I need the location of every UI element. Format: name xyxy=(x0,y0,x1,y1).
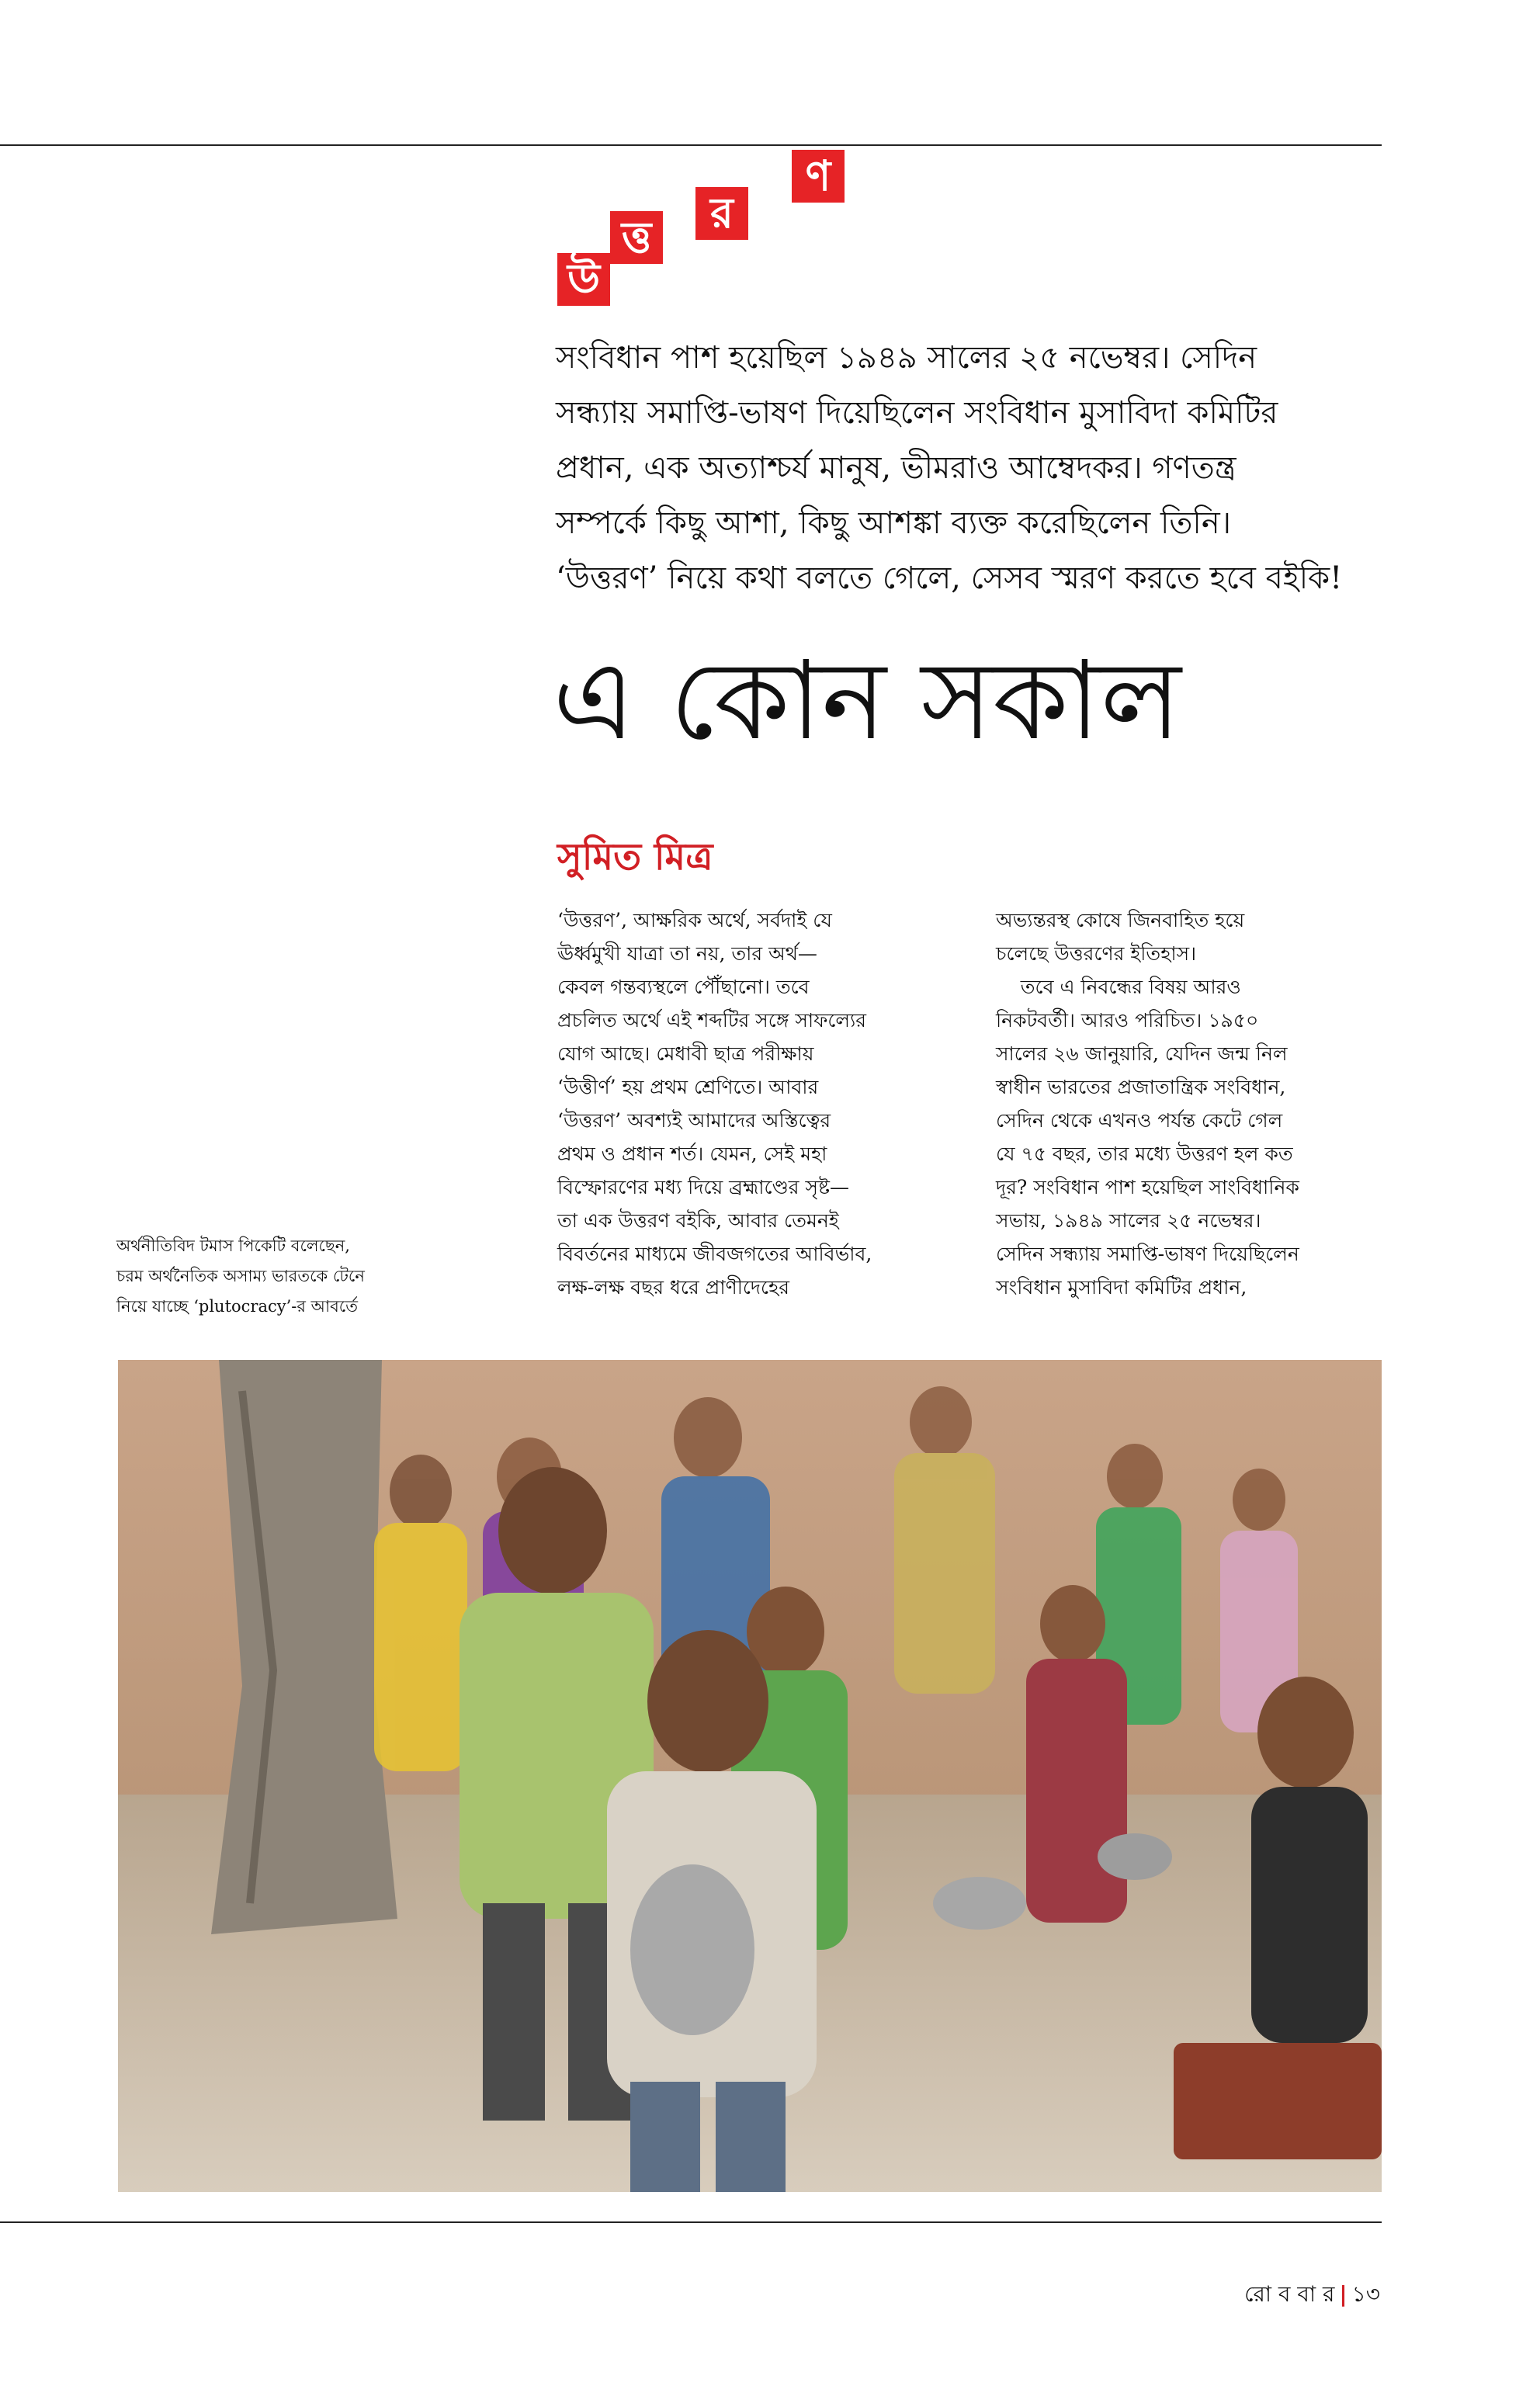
body-column-1 xyxy=(557,903,992,1304)
body-line: তবে এ নিবন্ধের বিষয় আরও xyxy=(996,976,1241,998)
body-line: কেবল গন্তব্যস্থলে পৌঁছানো। তবে xyxy=(557,976,810,998)
body-line: যে ৭৫ বছর, তার মধ্যে উত্তরণ হল কত xyxy=(996,1143,1293,1165)
photo-caption xyxy=(116,1231,458,1322)
body-column-2 xyxy=(996,903,1431,1304)
body-line: ‘উত্তরণ’, আক্ষরিক অর্থে, সর্বদাই যে xyxy=(557,909,832,931)
body-line: অভ্যন্তরস্থ কোষে জিনবাহিত হয়ে xyxy=(996,909,1245,931)
body-line: তা এক উত্তরণ বইকি, আবার তেমনই xyxy=(557,1209,839,1232)
body-line: চলেছে উত্তরণের ইতিহাস। xyxy=(996,942,1197,965)
body-line: লক্ষ-লক্ষ বছর ধরে প্রাণীদেহের xyxy=(557,1276,789,1299)
author-byline: সুমিত মিত্র xyxy=(557,835,713,879)
intro-line: ‘উত্তরণ’ নিয়ে কথা বলতে গেলে, সেসব স্মরণ করতে হবে বইকি! xyxy=(556,560,1343,596)
body-line: যোগ আছে। মেধাবী ছাত্র পরীক্ষায় xyxy=(557,1042,814,1065)
section-letter-tto: ত্ত xyxy=(610,211,663,264)
intro-line: সন্ধ্যায় সমাপ্তি-ভাষণ দিয়েছিলেন সংবিধান মুসাবিদা কমিটির xyxy=(556,395,1278,431)
body-line: বিবর্তনের মাধ্যমে জীবজগতের আবির্ভাব, xyxy=(557,1243,872,1265)
caption-line: চরম অর্থনৈতিক অসাম্য ভারতকে টেনে xyxy=(116,1267,365,1285)
bottom-rule xyxy=(0,2221,1382,2223)
section-letter-ro: র xyxy=(695,187,748,240)
article-headline: এ কোন সকাল xyxy=(553,638,1181,765)
intro-line: সংবিধান পাশ হয়েছিল ১৯৪৯ সালের ২৫ নভেম্বর। সেদিন xyxy=(556,340,1257,376)
body-line: বিস্ফোরণের মধ্য দিয়ে ব্রহ্মাণ্ডের সৃষ্ট— xyxy=(557,1176,849,1198)
body-line: সভায়, ১৯৪৯ সালের ২৫ নভেম্বর। xyxy=(996,1209,1261,1232)
footer-separator: | xyxy=(1339,2281,1348,2307)
intro-line: প্রধান, এক অত্যাশ্চর্য মানুষ, ভীমরাও আম্বেদকর। গণতন্ত্র xyxy=(556,450,1237,486)
body-line: সেদিন থেকে এখনও পর্যন্ত কেটে গেল xyxy=(996,1109,1283,1132)
children-queue-photo xyxy=(118,1360,1382,2192)
intro-line: সম্পর্কে কিছু আশা, কিছু আশঙ্কা ব্যক্ত করেছিলেন তিনি। xyxy=(556,505,1232,541)
body-line: ঊর্ধ্বমুখী যাত্রা তা নয়, তার অর্থ— xyxy=(557,942,817,965)
body-line: সংবিধান মুসাবিদা কমিটির প্রধান, xyxy=(996,1276,1247,1299)
photo-illustration xyxy=(118,1360,1382,2192)
body-line: সেদিন সন্ধ্যায় সমাপ্তি-ভাষণ দিয়েছিলেন xyxy=(996,1243,1299,1265)
body-line: সালের ২৬ জানুয়ারি, যেদিন জন্ম নিল xyxy=(996,1042,1288,1065)
body-line: প্রচলিত অর্থে এই শব্দটির সঙ্গে সাফল্যের xyxy=(557,1009,867,1032)
body-line: ‘উত্তীর্ণ’ হয় প্রথম শ্রেণিতে। আবার xyxy=(557,1076,819,1098)
magazine-name: রো ব বা র xyxy=(1244,2281,1335,2307)
body-line: স্বাধীন ভারতের প্রজাতান্ত্রিক সংবিধান, xyxy=(996,1076,1286,1098)
page-number: ১৩ xyxy=(1351,2281,1380,2307)
body-line: ‘উত্তরণ’ অবশ্যই আমাদের অস্তিত্বের xyxy=(557,1109,831,1132)
section-letter-u: উ xyxy=(557,253,610,306)
page-footer xyxy=(1244,2277,1380,2314)
section-letter-no: ণ xyxy=(792,150,845,203)
body-line: প্রথম ও প্রধান শর্ত। যেমন, সেই মহা xyxy=(557,1143,827,1165)
body-line: দূর? সংবিধান পাশ হয়েছিল সাংবিধানিক xyxy=(996,1176,1299,1198)
caption-line: অর্থনীতিবিদ টমাস পিকেটি বলেছেন, xyxy=(116,1236,350,1255)
intro-paragraph xyxy=(556,331,1394,606)
body-line: নিকটবর্তী। আরও পরিচিত। ১৯৫০ xyxy=(996,1009,1259,1032)
caption-line: নিয়ে যাচ্ছে ‘plutocracy’-র আবর্তে xyxy=(116,1297,358,1316)
top-rule xyxy=(0,144,1382,146)
